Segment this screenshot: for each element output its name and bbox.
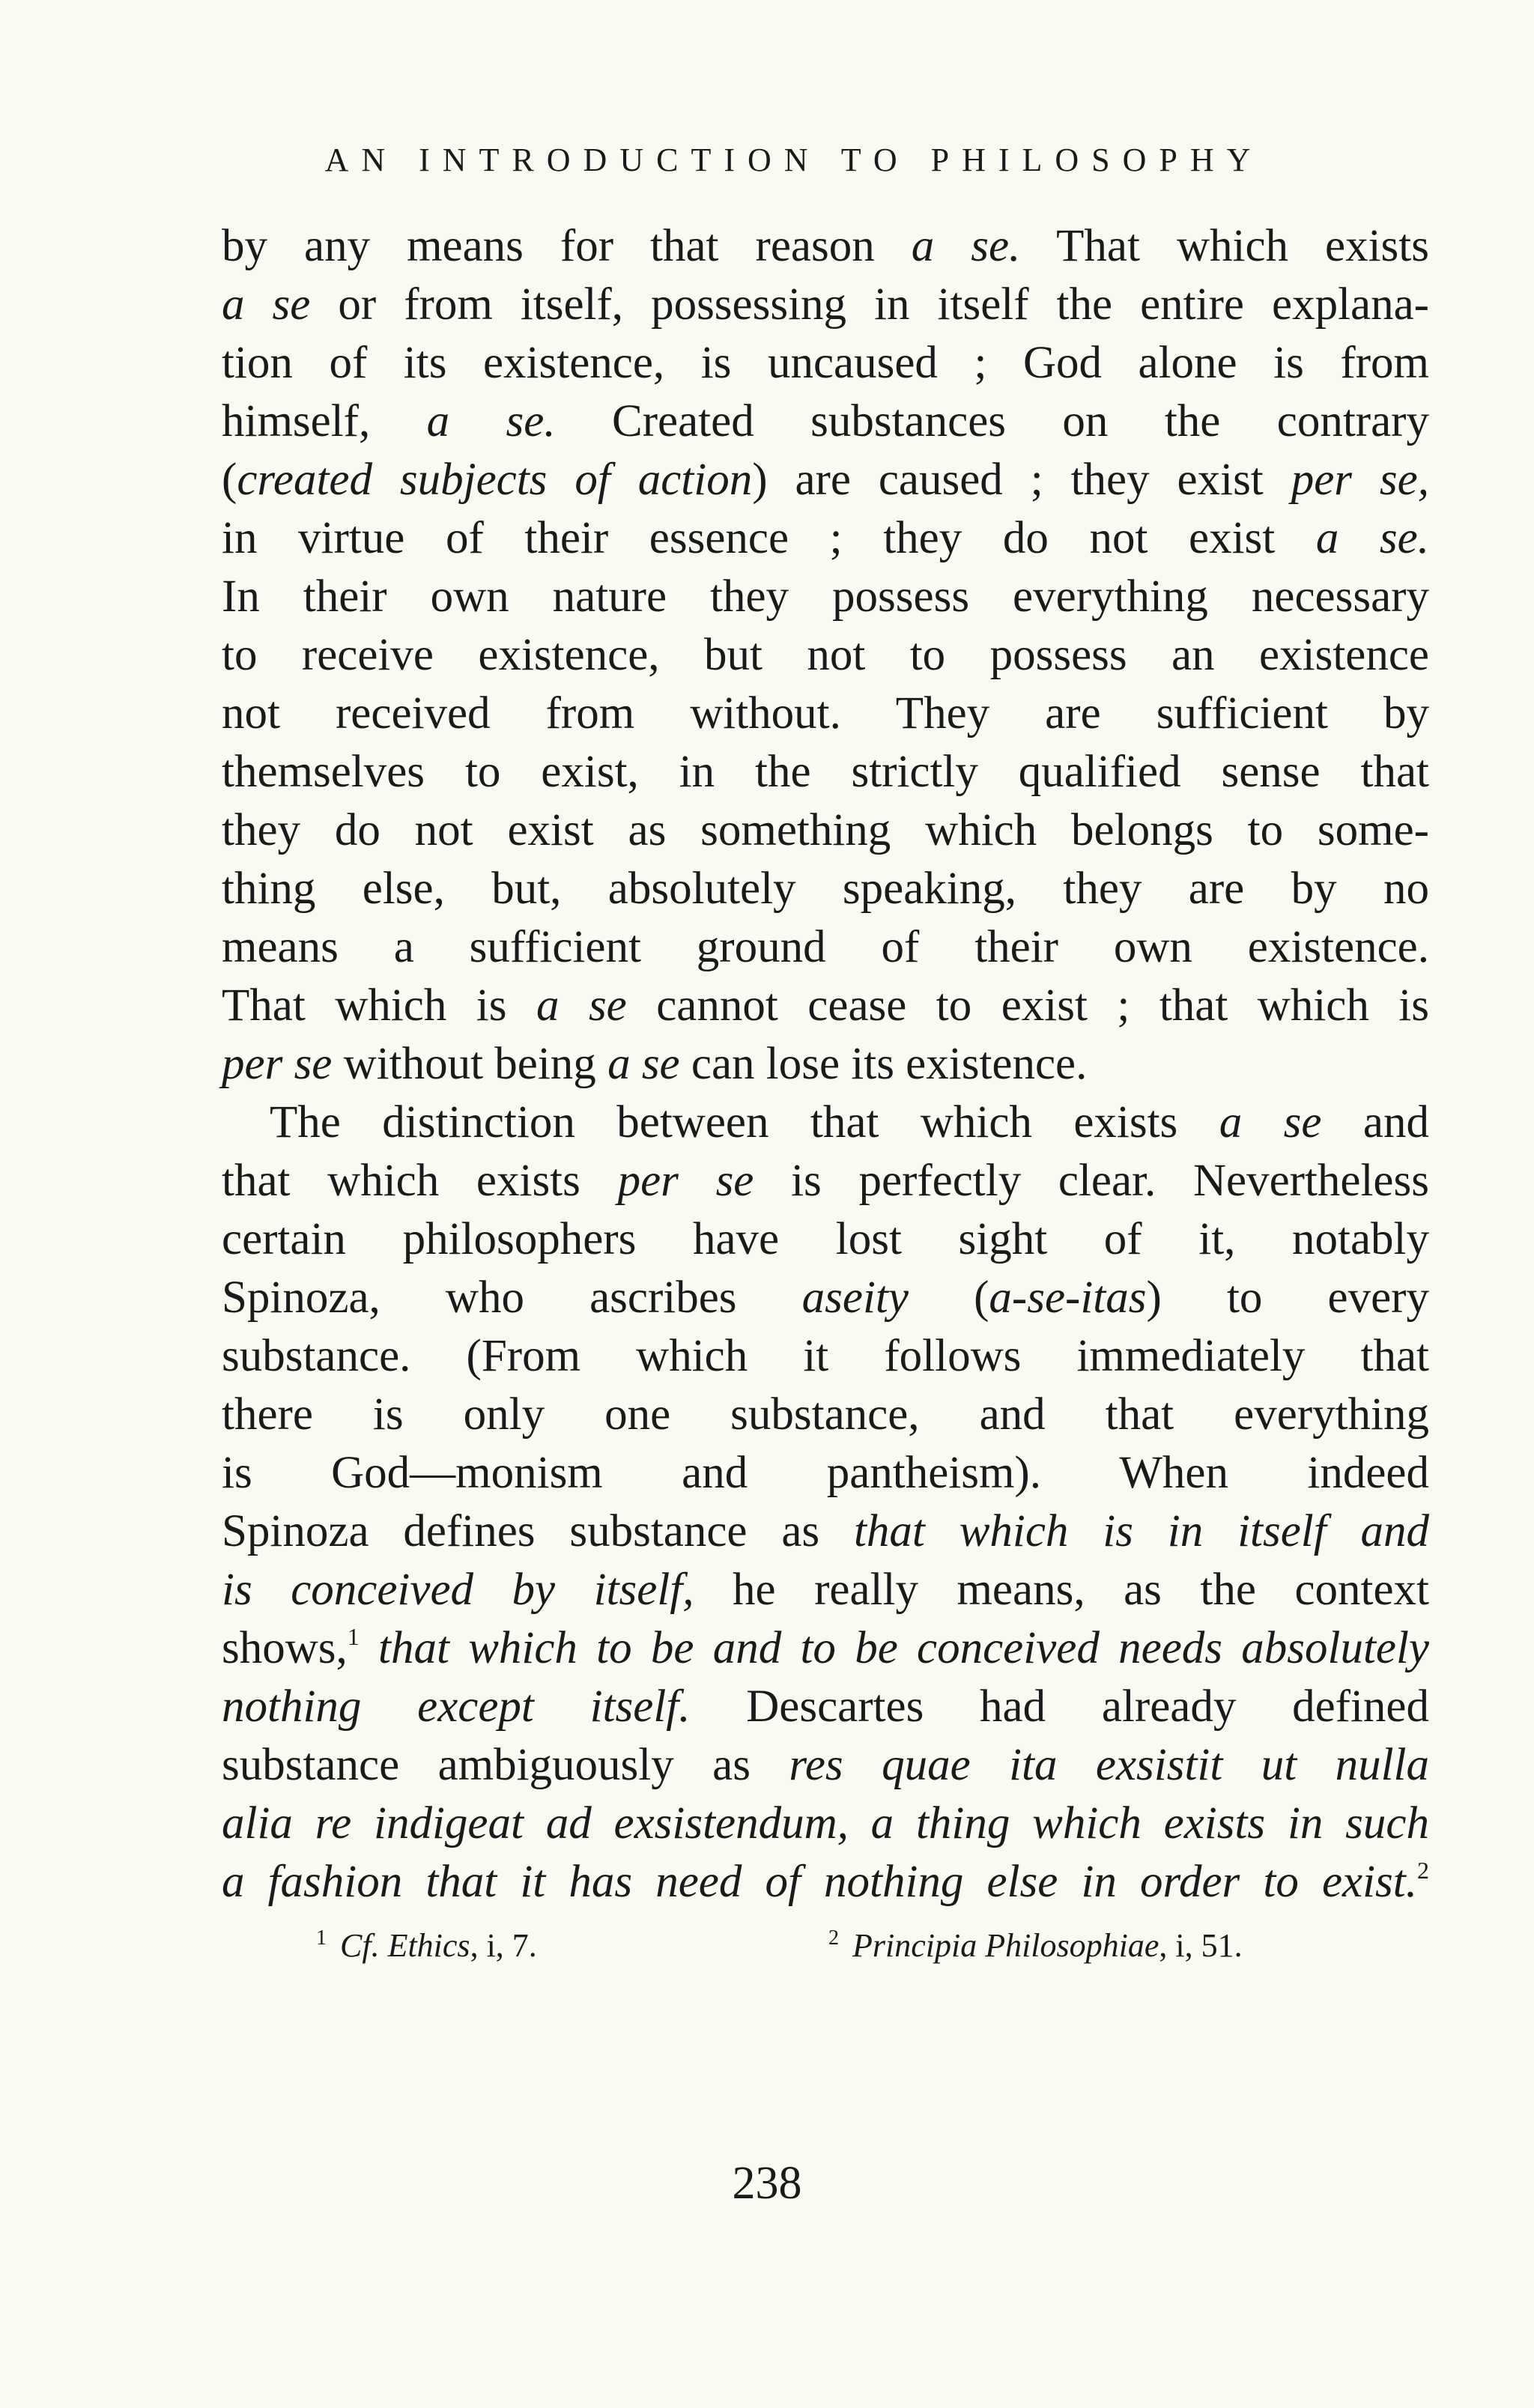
text-line [222, 860, 1429, 918]
text-line [222, 1795, 1429, 1853]
text-segment: in virtue of their essence ; they do not exist [222, 513, 1316, 563]
text-segment: thing else, but, absolutely speaking, they are by no [222, 864, 1429, 914]
text-segment: themselves to exist, in the strictly qualified sense that [222, 747, 1429, 797]
text-line [222, 276, 1429, 334]
text-segment: is perfectly clear. Nevertheless [754, 1156, 1429, 1206]
page-number: 238 [732, 2158, 802, 2209]
text-line [222, 1678, 1429, 1736]
text-segment: substance ambiguously as [222, 1740, 789, 1790]
text-segment: Spinoza defines substance as [222, 1506, 854, 1556]
footnote-marker: 1 [316, 1926, 327, 1950]
text-line [222, 451, 1429, 509]
text-segment: Descartes had already defined [690, 1681, 1430, 1732]
text-line [222, 1619, 1429, 1678]
text-segment: he really means, as the context [694, 1565, 1430, 1615]
text-line [222, 509, 1429, 568]
text-segment: or from itself, possessing in itself the entire explana- [310, 279, 1429, 330]
italic-text: a se [536, 980, 627, 1031]
text-line [222, 743, 1429, 801]
text-segment: ) are caused ; they exist [752, 455, 1291, 505]
text-segment: The distinction between that which exists [270, 1097, 1219, 1147]
footnote-work-title: Principia Philosophiae [852, 1927, 1159, 1964]
text-line [222, 685, 1429, 743]
footnote-reference: , i, 51. [1159, 1927, 1243, 1964]
italic-text: per se, [1291, 455, 1429, 505]
text-segment: That which exists [1020, 221, 1429, 271]
text-segment [360, 1623, 378, 1673]
text-segment: himself, [222, 396, 427, 446]
text-segment: certain philosophers have lost sight of it, notably [222, 1214, 1429, 1264]
italic-text: aseity [801, 1273, 909, 1323]
text-segment: that which exists [222, 1156, 618, 1206]
text-line [222, 568, 1429, 626]
text-line [222, 1152, 1429, 1210]
text-segment: substance. (From which it follows immediately that [222, 1331, 1429, 1381]
text-segment: not received from without. They are sufficient by [222, 688, 1429, 739]
text-line [222, 1561, 1429, 1619]
text-line [222, 1502, 1429, 1561]
text-segment: means a sufficient ground of their own existence. [222, 922, 1429, 972]
text-segment: is God—monism and pantheism). When indeed [222, 1448, 1429, 1498]
footnote-marker: 2 [828, 1926, 839, 1950]
text-segment: That which is [222, 980, 536, 1031]
text-line [222, 1327, 1429, 1386]
text-segment: can lose its existence. [679, 1039, 1088, 1089]
text-segment: shows, [222, 1623, 348, 1673]
text-line [222, 1853, 1429, 1911]
text-line [222, 918, 1429, 977]
text-line [222, 1736, 1429, 1795]
footnote-reference-marker: 1 [347, 1623, 360, 1650]
footnote-2 [828, 1925, 1243, 1967]
italic-text: a se. [911, 221, 1021, 271]
italic-text: per se [617, 1156, 754, 1206]
italic-text: alia re indigeat ad exsistendum, a thing which exists in such [222, 1798, 1429, 1849]
text-segment: they do not exist as something which belongs to some- [222, 805, 1429, 855]
text-segment: there is only one substance, and that everything [222, 1389, 1429, 1440]
text-segment: by any means for that reason [222, 221, 912, 271]
italic-text: that which is in itself and [853, 1506, 1430, 1556]
text-segment: to receive existence, but not to possess an existence [222, 630, 1429, 680]
text-line [222, 1035, 1429, 1094]
italic-text: a se. [426, 396, 556, 446]
text-line [222, 1094, 1429, 1152]
text-line [222, 1269, 1429, 1327]
text-line [222, 1444, 1429, 1502]
text-line [222, 217, 1429, 276]
text-segment: ) to every [1146, 1273, 1429, 1323]
running-head: AN INTRODUCTION TO PHILOSOPHY [324, 142, 1264, 178]
footnote-reference-marker: 2 [1417, 1857, 1429, 1884]
italic-text: a se [607, 1039, 680, 1089]
italic-text: res quae ita exsistit ut nulla [789, 1740, 1429, 1790]
text-line [222, 1210, 1429, 1269]
text-line [222, 334, 1429, 392]
footnote-reference: , i, 7. [470, 1927, 537, 1964]
italic-text: per se [222, 1039, 333, 1089]
text-segment: tion of its existence, is uncaused ; God alone is from [222, 338, 1429, 388]
text-line [222, 977, 1429, 1035]
italic-text: nothing except itself. [222, 1681, 691, 1732]
italic-text: created subjects of action [237, 455, 753, 505]
body-text [222, 217, 1429, 1911]
italic-text: a-se-itas [989, 1273, 1147, 1323]
italic-text: that which to be and to be conceived needs absolutely [378, 1623, 1429, 1673]
text-segment: ( [908, 1273, 989, 1323]
text-segment: In their own nature they possess everything necessary [222, 571, 1429, 622]
text-segment: and [1321, 1097, 1429, 1147]
italic-text: is conceived by itself, [222, 1565, 694, 1615]
italic-text: a se [222, 279, 311, 330]
footnote-work-title: Cf. Ethics [340, 1927, 470, 1964]
text-line [222, 626, 1429, 685]
text-segment: Created substances on the contrary [555, 396, 1429, 446]
italic-text: a se [1219, 1097, 1322, 1147]
text-line [222, 801, 1429, 860]
text-segment: ( [222, 455, 237, 505]
footnote-1 [316, 1925, 537, 1967]
italic-text: a se. [1315, 513, 1429, 563]
text-segment: without being [332, 1039, 608, 1089]
text-line [222, 1386, 1429, 1444]
italic-text: a fashion that it has need of nothing else in order to exist. [222, 1857, 1417, 1907]
text-segment: Spinoza, who ascribes [222, 1273, 802, 1323]
text-line [222, 392, 1429, 451]
text-segment: cannot cease to exist ; that which is [626, 980, 1429, 1031]
